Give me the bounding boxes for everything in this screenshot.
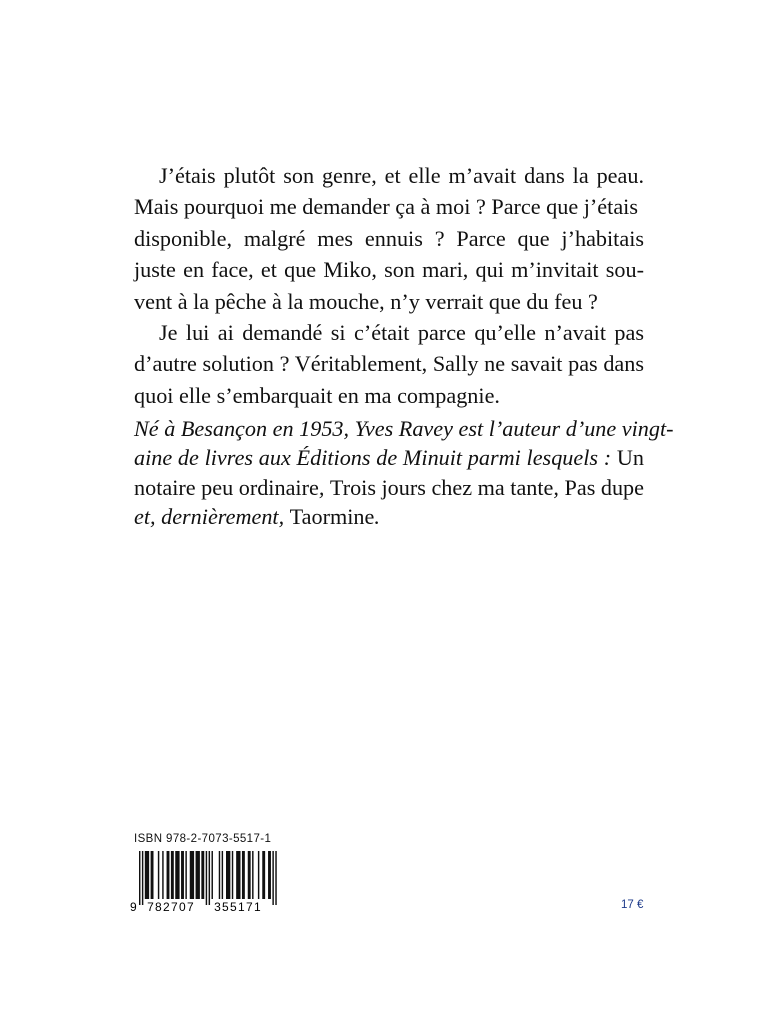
back-cover-blurb <box>134 160 644 411</box>
barcode-bar <box>167 851 170 899</box>
barcode-bar <box>226 851 230 899</box>
barcode-bar <box>190 851 194 899</box>
barcode-bar <box>212 851 213 899</box>
barcode-bar <box>151 851 154 899</box>
bio-end: . <box>374 504 380 530</box>
barcode-guard-bar <box>209 851 210 905</box>
book-title: Un <box>616 445 644 471</box>
barcode-bar <box>242 851 245 899</box>
bio-line <box>134 473 644 502</box>
book-title: notaire peu ordinaire <box>134 474 319 500</box>
blurb-line: disponible, malgré mes ennuis ? Parce que j’habitais <box>134 225 644 251</box>
barcode-bar <box>175 851 179 899</box>
bio-line <box>134 443 644 472</box>
barcode-bar <box>232 851 233 899</box>
bio-text: aine de livres aux Éditions de Minuit parmi lesquels : <box>134 445 617 471</box>
bio-text: et, dernièrement, <box>134 504 290 530</box>
barcode-bars <box>139 851 277 905</box>
barcode-bar <box>145 851 149 899</box>
bio-separator: , <box>553 474 565 500</box>
barcode-bar <box>201 851 204 899</box>
barcode-bar <box>219 851 220 899</box>
barcode-bar <box>262 851 265 899</box>
bio-separator: , <box>318 474 330 500</box>
barcode-bar <box>252 851 253 899</box>
barcode-bar <box>222 851 223 899</box>
barcode-guard-bar <box>275 851 276 905</box>
barcode-bar <box>268 851 271 899</box>
blurb-line: juste en face, et que Miko, son mari, qui m’invitait sou- <box>134 257 644 283</box>
barcode-bar <box>248 851 251 899</box>
isbn-label: ISBN 978-2-7073-5517-1 <box>134 833 272 845</box>
blurb-line: Je lui ai demandé si c’était parce qu’elle n’avait pas <box>159 320 644 346</box>
bio-line <box>134 502 644 531</box>
blurb-line: vent à la pêche à la mouche, n’y verrait que du feu ? <box>134 288 598 314</box>
barcode-bar <box>162 851 163 899</box>
book-title: Trois jours chez ma tante <box>329 474 554 500</box>
bio-line: Né à Besançon en 1953, Yves Ravey est l’auteur d’une vingt- <box>134 416 674 441</box>
price-label: 17 € <box>621 899 644 911</box>
blurb-line: quoi elle s’embarquait en ma compagnie. <box>134 382 500 408</box>
barcode-guard-bar <box>272 851 273 905</box>
book-title: Taormine <box>289 504 375 530</box>
barcode-bar <box>196 851 200 899</box>
barcode-bar <box>258 851 259 899</box>
book-title: Pas dupe <box>564 474 644 500</box>
barcode-bar <box>236 851 240 899</box>
barcode <box>128 851 278 917</box>
barcode-group-1: 782707 <box>147 900 195 914</box>
author-bio <box>134 414 674 532</box>
barcode-bar <box>185 851 186 899</box>
blurb-line: d’autre solution ? Véritablement, Sally ne savait pas dans <box>134 351 644 377</box>
barcode-guard-bar <box>206 851 207 905</box>
blurb-line: J’étais plutôt son genre, et elle m’avait dans la peau. <box>159 163 644 188</box>
barcode-bar <box>181 851 184 899</box>
blurb-line: Mais pourquoi me demander ça à moi ? Parce que j’étais <box>134 194 638 220</box>
barcode-graphic <box>128 851 278 917</box>
barcode-first-digit: 9 <box>130 900 137 914</box>
barcode-guard-bar <box>139 851 140 905</box>
barcode-bar <box>171 851 174 899</box>
barcode-guard-bar <box>142 851 143 905</box>
barcode-group-2: 355171 <box>214 900 262 914</box>
barcode-bar <box>158 851 159 899</box>
